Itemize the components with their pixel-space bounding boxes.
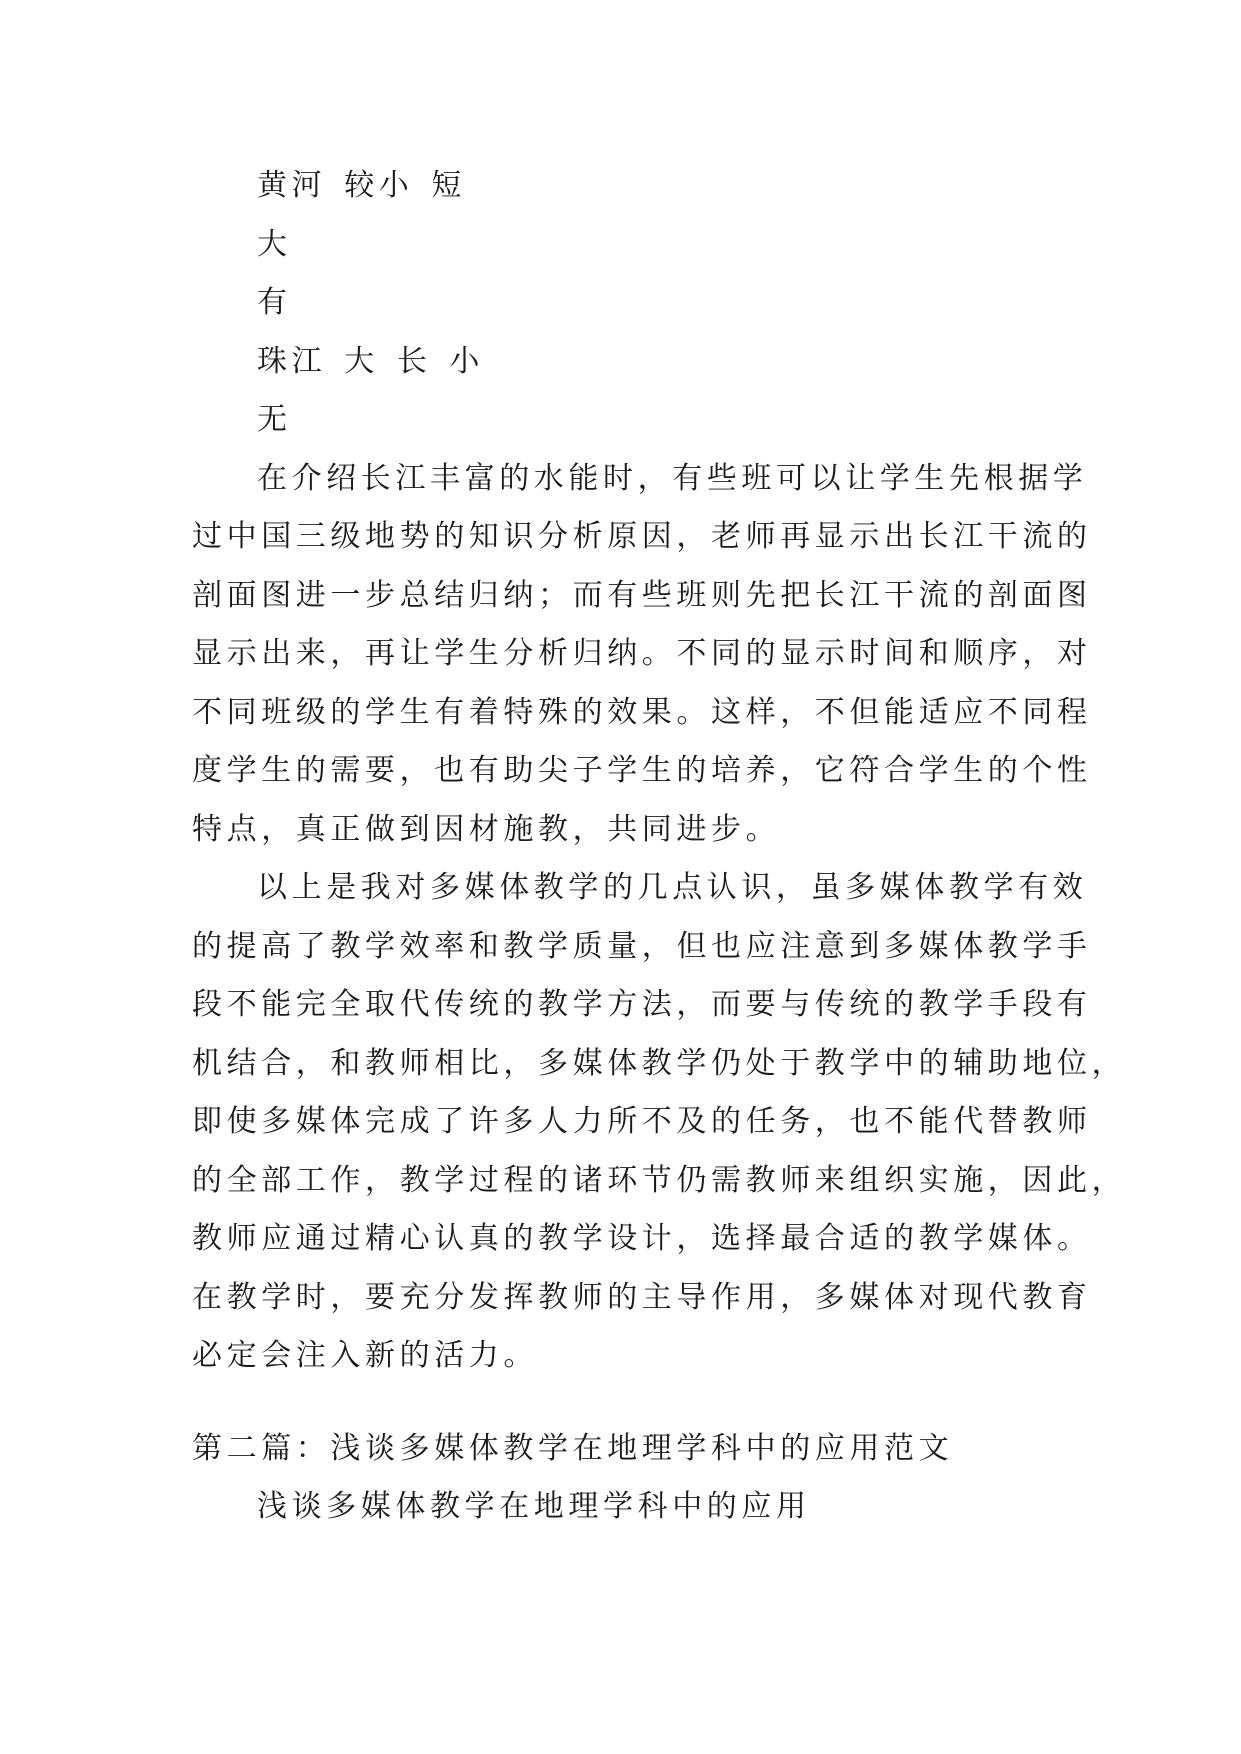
paragraph-line: 以上是我对多媒体教学的几点认识，虽多媒体教学有效 — [257, 870, 1088, 905]
paragraph-line: 显示出来，再让学生分析归纳。不同的显示时间和顺序，对 — [192, 636, 1092, 671]
table-cell-river: 珠江 — [257, 343, 327, 379]
paragraph-line: 教师应通过精心认真的教学设计，选择最合适的教学媒体。 — [192, 1221, 1092, 1256]
paragraph-line: 剖面图进一步总结归纳；而有些班则先把长江干流的剖面图 — [192, 577, 1092, 613]
table-row-huanghe — [192, 157, 1052, 216]
paragraph-line: 特点，真正做到因材施教，共同进步。 — [192, 811, 781, 847]
table-cell-wrap: 无 — [257, 402, 292, 437]
paragraph-line: 在教学时，要充分发挥教师的主导作用，多媒体对现代教育 — [192, 1279, 1092, 1315]
paragraph-line: 过中国三级地势的知识分析原因，老师再显示出长江干流的 — [192, 519, 1092, 554]
paragraph-line: 的全部工作，教学过程的诸环节仍需教师来组织实施，因此， — [192, 1162, 1127, 1198]
paragraph — [192, 450, 1092, 860]
table-cell: 大 — [344, 343, 379, 379]
paragraph-line: 段不能完全取代传统的教学方法，而要与传统的教学手段有 — [192, 987, 1092, 1022]
table-cell: 短 — [431, 168, 467, 203]
paragraph-line: 必定会注入新的活力。 — [192, 1338, 538, 1373]
article-title: 浅谈多媒体教学在地理学科中的应用 — [257, 1489, 811, 1524]
paragraph — [192, 859, 1127, 1386]
table-row-zhujiang — [192, 333, 1052, 392]
paragraph-line: 即使多媒体完成了许多人力所不及的任务，也不能代替教师 — [192, 1104, 1092, 1139]
table-cell: 较小 — [344, 168, 414, 203]
table-cell-river: 黄河 — [257, 168, 327, 203]
table-cell: 小 — [449, 343, 485, 379]
table-cell-wrap: 大 — [257, 226, 292, 262]
paragraph-line: 的提高了教学效率和教学质量，但也应注意到多媒体教学手 — [192, 928, 1092, 964]
section-gap — [192, 1386, 1052, 1420]
paragraph-line: 度学生的需要，也有助尖子学生的培养，它符合学生的个性 — [192, 753, 1092, 788]
table-cell-wrap: 有 — [257, 285, 292, 320]
paragraph-line: 不同班级的学生有着特殊的效果。这样，不但能适应不同程 — [192, 694, 1092, 730]
section-heading: 第二篇：浅谈多媒体教学在地理学科中的应用范文 — [192, 1430, 954, 1466]
table-cell: 长 — [396, 343, 432, 379]
document-body — [192, 157, 1127, 1537]
paragraph-line: 机结合，和教师相比，多媒体教学仍处于教学中的辅助地位， — [192, 1045, 1127, 1081]
paragraph-line: 在介绍长江丰富的水能时，有些班可以让学生先根据学 — [257, 460, 1088, 496]
